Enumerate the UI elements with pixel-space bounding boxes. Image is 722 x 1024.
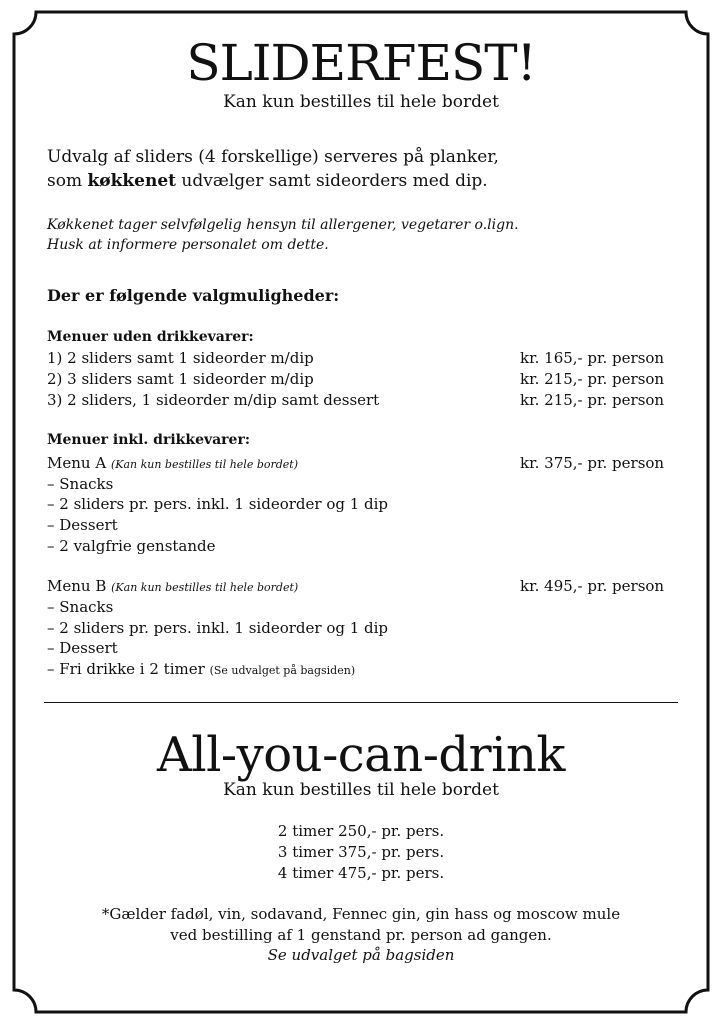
drink-subtitle: Kan kun bestilles til hele bordet: [223, 780, 499, 800]
menu-a-price: kr. 375,- pr. person: [520, 454, 665, 472]
menu-a-note: (Kan kun bestilles til hele bordet): [110, 458, 299, 471]
menu-a-item: – 2 valgfrie genstande: [47, 537, 216, 555]
drink-title: All-you-can-drink: [157, 727, 565, 783]
intro-line-1: Udvalg af sliders (4 forskellige) serveres på planker,: [47, 147, 499, 167]
menu-a-item: – Snacks: [47, 475, 114, 493]
menu-item-label: 2) 3 sliders samt 1 sideorder m/dip: [47, 370, 314, 388]
intro-text: som: [47, 171, 88, 191]
drink-price-line: 2 timer 250,- pr. pers.: [277, 822, 445, 840]
menu-b-name: Menu B: [47, 577, 107, 595]
sliderfest-title: SLIDERFEST!: [186, 34, 536, 92]
drink-price-line: 3 timer 375,- pr. pers.: [277, 843, 445, 861]
menu-item-label: 1) 2 sliders samt 1 sideorder m/dip: [47, 349, 314, 367]
menu-b-last-note: (Se udvalget på bagsiden): [209, 664, 356, 677]
intro-line-2: [47, 171, 488, 192]
menu-a-name: Menu A: [47, 454, 107, 472]
menu-b-item: – Dessert: [47, 639, 118, 657]
menu-item-price: kr. 215,- pr. person: [520, 370, 665, 388]
menu-b-item: – Snacks: [47, 598, 114, 616]
menu-b-last-item: – Fri drikke i 2 timer: [47, 660, 205, 678]
menu-item-price: kr. 215,- pr. person: [520, 391, 665, 409]
allergy-note-1: Køkkenet tager selvfølgelig hensyn til allergener, vegetarer o.lign.: [47, 217, 519, 233]
menu-b-title: [47, 576, 298, 598]
options-heading: Der er følgende valgmuligheder:: [47, 286, 340, 305]
menu-b-item: – 2 sliders pr. pers. inkl. 1 sideorder og 1 dip: [47, 619, 389, 637]
menu-a-item: – 2 sliders pr. pers. inkl. 1 sideorder og 1 dip: [47, 495, 389, 513]
menu-b-item: [47, 659, 355, 681]
sliderfest-subtitle: Kan kun bestilles til hele bordet: [223, 92, 499, 112]
intro-text: udvælger samt sideorders med dip.: [176, 171, 488, 191]
intro-bold: køkkenet: [87, 171, 177, 191]
drink-price-line: 4 timer 475,- pr. pers.: [277, 864, 445, 882]
menu-b-price: kr. 495,- pr. person: [520, 577, 665, 595]
menu-b-note: (Kan kun bestilles til hele bordet): [111, 581, 299, 594]
drink-footnote-1: *Gælder fadøl, vin, sodavand, Fennec gin, gin hass og moscow mule: [101, 905, 621, 923]
menu-item-price: kr. 165,- pr. person: [520, 349, 665, 367]
no-drinks-heading: Menuer uden drikkevarer:: [47, 329, 254, 345]
allergy-note-2: Husk at informere personalet om dette.: [47, 237, 329, 253]
section-divider: [44, 702, 678, 703]
menu-a-item: – Dessert: [47, 516, 118, 534]
menu-item-label: 3) 2 sliders, 1 sideorder m/dip samt dessert: [47, 391, 380, 409]
menu-a-title: [47, 453, 298, 475]
drink-footnote-3: Se udvalget på bagsiden: [267, 946, 455, 964]
with-drinks-heading: Menuer inkl. drikkevarer:: [47, 432, 251, 448]
drink-footnote-2: ved bestilling af 1 genstand pr. person ad gangen.: [170, 926, 552, 944]
